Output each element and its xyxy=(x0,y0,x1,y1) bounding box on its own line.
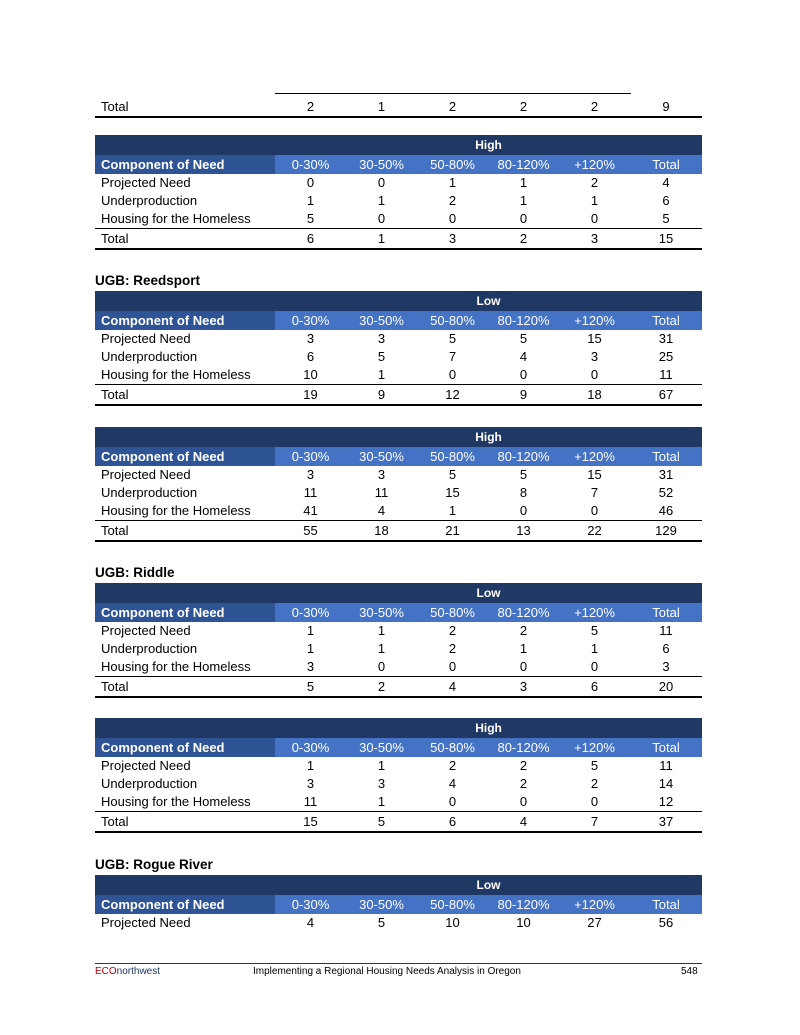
cell: 0 xyxy=(377,175,386,190)
cell: 31 xyxy=(658,331,674,346)
row-label: Projected Need xyxy=(101,915,191,930)
column-header: Component of Need xyxy=(95,603,275,622)
column-header: 30-50% xyxy=(346,447,417,466)
row-label: Projected Need xyxy=(101,623,191,638)
column-header: 50-80% xyxy=(417,311,488,330)
table-row xyxy=(95,914,702,932)
column-header: 30-50% xyxy=(346,603,417,622)
cell: 1 xyxy=(346,97,417,117)
cell: 2 xyxy=(448,758,457,773)
cell: 0 xyxy=(488,366,559,385)
row-label: Total xyxy=(95,229,275,250)
cell: 15 xyxy=(630,229,702,250)
column-header: 50-80% xyxy=(417,155,488,174)
column-header: +120% xyxy=(559,738,630,757)
need-table-low-riddle xyxy=(95,583,702,698)
cell: 3 xyxy=(377,776,386,791)
row-label: Total xyxy=(95,385,275,406)
row-label: Underproduction xyxy=(101,485,198,500)
cell: 5 xyxy=(275,210,346,229)
cell: 5 xyxy=(377,349,386,364)
cell: 3 xyxy=(488,677,559,698)
band-title: Low xyxy=(275,291,702,311)
column-header: Total xyxy=(630,155,702,174)
column-header: 50-80% xyxy=(417,895,488,914)
band-title: Low xyxy=(275,583,702,603)
column-header: Total xyxy=(630,447,702,466)
table-row xyxy=(95,658,702,677)
cell: 10 xyxy=(275,366,346,385)
band-row xyxy=(95,427,702,447)
band-title: High xyxy=(275,718,702,738)
ugb-heading-rogue-river: UGB: Rogue River xyxy=(95,857,213,872)
header-row xyxy=(95,895,702,914)
row-label: Underproduction xyxy=(101,349,198,364)
column-header: 80-120% xyxy=(488,738,559,757)
row-label: Underproduction xyxy=(101,776,198,791)
total-row xyxy=(95,677,702,698)
cell: 12 xyxy=(417,385,488,406)
cell: 0 xyxy=(346,210,417,229)
column-header: 80-120% xyxy=(488,155,559,174)
cell: 12 xyxy=(630,793,702,812)
row-label: Projected Need xyxy=(101,175,191,190)
cell: 1 xyxy=(377,623,386,638)
cell: 15 xyxy=(587,331,602,346)
row-label: Underproduction xyxy=(101,641,198,656)
cell: 18 xyxy=(346,521,417,542)
cell: 0 xyxy=(417,210,488,229)
table-row xyxy=(95,757,702,775)
row-label: Total xyxy=(95,521,275,542)
cell: 2 xyxy=(448,641,457,656)
cell: 4 xyxy=(306,915,315,930)
cell: 1 xyxy=(448,175,457,190)
band-title: High xyxy=(275,135,702,155)
cell: 15 xyxy=(275,812,346,833)
cell: 0 xyxy=(559,658,630,677)
cell: 11 xyxy=(374,485,389,500)
column-header: 0-30% xyxy=(275,738,346,757)
cell: 4 xyxy=(488,812,559,833)
cell: 11 xyxy=(275,793,346,812)
cell: 1 xyxy=(346,229,417,250)
cell: 0 xyxy=(417,366,488,385)
table-row xyxy=(95,174,702,192)
cell: 3 xyxy=(306,331,315,346)
cell: 21 xyxy=(417,521,488,542)
cell: 18 xyxy=(559,385,630,406)
cell: 7 xyxy=(590,485,599,500)
column-header: 50-80% xyxy=(417,738,488,757)
row-label: Housing for the Homeless xyxy=(95,210,275,229)
row-label: Housing for the Homeless xyxy=(95,366,275,385)
cell: 1 xyxy=(590,193,599,208)
header-row xyxy=(95,311,702,330)
band-title: Low xyxy=(275,875,702,895)
cell: 4 xyxy=(448,776,457,791)
band-row xyxy=(95,718,702,738)
row-label: Housing for the Homeless xyxy=(95,658,275,677)
cell: 2 xyxy=(275,97,346,117)
cell: 1 xyxy=(519,641,528,656)
footer-title: Implementing a Regional Housing Needs Analysis in Oregon xyxy=(253,966,521,977)
header-row xyxy=(95,738,702,757)
cell: 2 xyxy=(448,623,457,638)
column-header: 0-30% xyxy=(275,447,346,466)
cell: 1 xyxy=(346,366,417,385)
band-row xyxy=(95,135,702,155)
column-header: 0-30% xyxy=(275,603,346,622)
page-number: 548 xyxy=(681,966,698,977)
cell: 1 xyxy=(306,193,315,208)
column-header: 30-50% xyxy=(346,895,417,914)
total-row xyxy=(95,812,702,833)
column-header: +120% xyxy=(559,447,630,466)
cell: 5 xyxy=(448,331,457,346)
row-label: Total xyxy=(95,97,275,117)
cell: 5 xyxy=(590,758,599,773)
table-row xyxy=(95,192,702,210)
cell: 5 xyxy=(275,677,346,698)
cell: 3 xyxy=(377,467,386,482)
cell: 9 xyxy=(346,385,417,406)
cell: 6 xyxy=(662,193,670,208)
total-row xyxy=(95,229,702,250)
table-row xyxy=(95,366,702,385)
cell: 1 xyxy=(306,641,315,656)
cell: 0 xyxy=(417,658,488,677)
cell: 19 xyxy=(275,385,346,406)
continued-table-rule xyxy=(275,93,631,94)
cell: 0 xyxy=(488,793,559,812)
column-header: Component of Need xyxy=(95,155,275,174)
column-header: Component of Need xyxy=(95,895,275,914)
cell: 0 xyxy=(559,366,630,385)
cell: 5 xyxy=(630,210,702,229)
cell: 31 xyxy=(658,467,674,482)
column-header: 0-30% xyxy=(275,311,346,330)
cell: 5 xyxy=(448,467,457,482)
row-label: Projected Need xyxy=(101,467,191,482)
cell: 0 xyxy=(559,502,630,521)
cell: 0 xyxy=(346,658,417,677)
cell: 1 xyxy=(519,193,528,208)
cell: 20 xyxy=(630,677,702,698)
cell: 15 xyxy=(587,467,602,482)
cell: 4 xyxy=(346,502,417,521)
column-header: +120% xyxy=(559,603,630,622)
cell: 2 xyxy=(519,776,528,791)
cell: 11 xyxy=(303,485,318,500)
brand-northwest: northwest xyxy=(116,966,161,977)
cell: 3 xyxy=(559,229,630,250)
band-row xyxy=(95,291,702,311)
table-row xyxy=(95,622,702,640)
cell: 5 xyxy=(590,623,599,638)
need-table-high-reedsport xyxy=(95,427,702,542)
column-header: Total xyxy=(630,311,702,330)
cell: 1 xyxy=(417,502,488,521)
cell: 6 xyxy=(306,349,315,364)
table-row xyxy=(95,793,702,812)
row-label: Housing for the Homeless xyxy=(95,502,275,521)
total-row xyxy=(95,521,702,542)
cell: 10 xyxy=(516,915,531,930)
table-row xyxy=(95,466,702,484)
header-row xyxy=(95,603,702,622)
cell: 3 xyxy=(590,349,599,364)
cell: 129 xyxy=(630,521,702,542)
column-header: 80-120% xyxy=(488,447,559,466)
cell: 46 xyxy=(630,502,702,521)
column-header: 30-50% xyxy=(346,155,417,174)
cell: 2 xyxy=(417,97,488,117)
cell: 0 xyxy=(559,210,630,229)
cell: 25 xyxy=(658,349,674,364)
cell: 0 xyxy=(306,175,315,190)
cell: 55 xyxy=(275,521,346,542)
cell: 2 xyxy=(346,677,417,698)
total-row xyxy=(95,97,702,117)
cell: 2 xyxy=(559,97,630,117)
row-label: Underproduction xyxy=(101,193,198,208)
footer-rule xyxy=(95,963,702,964)
cell: 2 xyxy=(448,193,457,208)
need-table-low-reedsport xyxy=(95,291,702,406)
cell: 41 xyxy=(275,502,346,521)
cell: 1 xyxy=(377,193,386,208)
cell: 3 xyxy=(275,658,346,677)
cell: 7 xyxy=(448,349,457,364)
cell: 2 xyxy=(488,229,559,250)
cell: 4 xyxy=(519,349,528,364)
cell: 6 xyxy=(417,812,488,833)
cell: 1 xyxy=(377,758,386,773)
cell: 37 xyxy=(630,812,702,833)
column-header: 30-50% xyxy=(346,311,417,330)
cell: 0 xyxy=(488,502,559,521)
cell: 3 xyxy=(306,467,315,482)
column-header: +120% xyxy=(559,311,630,330)
header-row xyxy=(95,155,702,174)
cell: 14 xyxy=(658,776,674,791)
brand-eco: ECO xyxy=(95,966,117,977)
continued-total-table xyxy=(95,97,702,118)
cell: 56 xyxy=(658,915,674,930)
cell: 3 xyxy=(377,331,386,346)
table-row xyxy=(95,348,702,366)
cell: 7 xyxy=(559,812,630,833)
cell: 1 xyxy=(306,623,315,638)
cell: 2 xyxy=(519,758,528,773)
column-header: 0-30% xyxy=(275,155,346,174)
row-label: Housing for the Homeless xyxy=(95,793,275,812)
cell: 2 xyxy=(590,776,599,791)
band-row xyxy=(95,583,702,603)
cell: 4 xyxy=(417,677,488,698)
ugb-heading-reedsport: UGB: Reedsport xyxy=(95,273,201,288)
cell: 5 xyxy=(377,915,386,930)
cell: 9 xyxy=(630,97,702,117)
need-table-low-rogue-river xyxy=(95,875,702,932)
cell: 10 xyxy=(445,915,460,930)
row-label: Total xyxy=(95,812,275,833)
column-header: Total xyxy=(630,895,702,914)
cell: 0 xyxy=(488,658,559,677)
cell: 1 xyxy=(306,758,315,773)
cell: 22 xyxy=(559,521,630,542)
cell: 4 xyxy=(662,175,670,190)
cell: 9 xyxy=(488,385,559,406)
need-table-high-riddle xyxy=(95,718,702,833)
column-header: Total xyxy=(630,738,702,757)
cell: 8 xyxy=(519,485,528,500)
cell: 6 xyxy=(559,677,630,698)
column-header: Component of Need xyxy=(95,311,275,330)
cell: 5 xyxy=(519,331,528,346)
column-header: 80-120% xyxy=(488,311,559,330)
cell: 0 xyxy=(488,210,559,229)
column-header: +120% xyxy=(559,155,630,174)
cell: 3 xyxy=(417,229,488,250)
total-row xyxy=(95,385,702,406)
header-row xyxy=(95,447,702,466)
cell: 15 xyxy=(445,485,460,500)
column-header: Total xyxy=(630,603,702,622)
column-header: 0-30% xyxy=(275,895,346,914)
column-header: Component of Need xyxy=(95,447,275,466)
column-header: +120% xyxy=(559,895,630,914)
cell: 13 xyxy=(488,521,559,542)
cell: 2 xyxy=(488,97,559,117)
column-header: 80-120% xyxy=(488,603,559,622)
table-row xyxy=(95,640,702,658)
cell: 3 xyxy=(630,658,702,677)
cell: 1 xyxy=(346,793,417,812)
ugb-heading-riddle: UGB: Riddle xyxy=(95,565,175,580)
need-table-high-1 xyxy=(95,135,702,250)
column-header: Component of Need xyxy=(95,738,275,757)
cell: 2 xyxy=(519,623,528,638)
table-row xyxy=(95,330,702,348)
row-label: Total xyxy=(95,677,275,698)
cell: 52 xyxy=(658,485,674,500)
band-row xyxy=(95,875,702,895)
row-label: Projected Need xyxy=(101,758,191,773)
column-header: 30-50% xyxy=(346,738,417,757)
cell: 0 xyxy=(417,793,488,812)
cell: 27 xyxy=(587,915,602,930)
cell: 11 xyxy=(659,758,673,773)
cell: 5 xyxy=(346,812,417,833)
column-header: 80-120% xyxy=(488,895,559,914)
column-header: 50-80% xyxy=(417,603,488,622)
cell: 67 xyxy=(630,385,702,406)
table-row xyxy=(95,775,702,793)
cell: 0 xyxy=(559,793,630,812)
cell: 1 xyxy=(519,175,528,190)
table-row xyxy=(95,210,702,229)
column-header: 50-80% xyxy=(417,447,488,466)
cell: 3 xyxy=(306,776,315,791)
cell: 11 xyxy=(630,366,702,385)
cell: 1 xyxy=(377,641,386,656)
cell: 6 xyxy=(275,229,346,250)
band-title: High xyxy=(275,427,702,447)
cell: 2 xyxy=(590,175,599,190)
cell: 1 xyxy=(590,641,599,656)
table-row xyxy=(95,502,702,521)
cell: 6 xyxy=(662,641,670,656)
table-row xyxy=(95,484,702,502)
cell: 11 xyxy=(659,623,673,638)
row-label: Projected Need xyxy=(101,331,191,346)
cell: 5 xyxy=(519,467,528,482)
footer-brand xyxy=(95,966,160,977)
